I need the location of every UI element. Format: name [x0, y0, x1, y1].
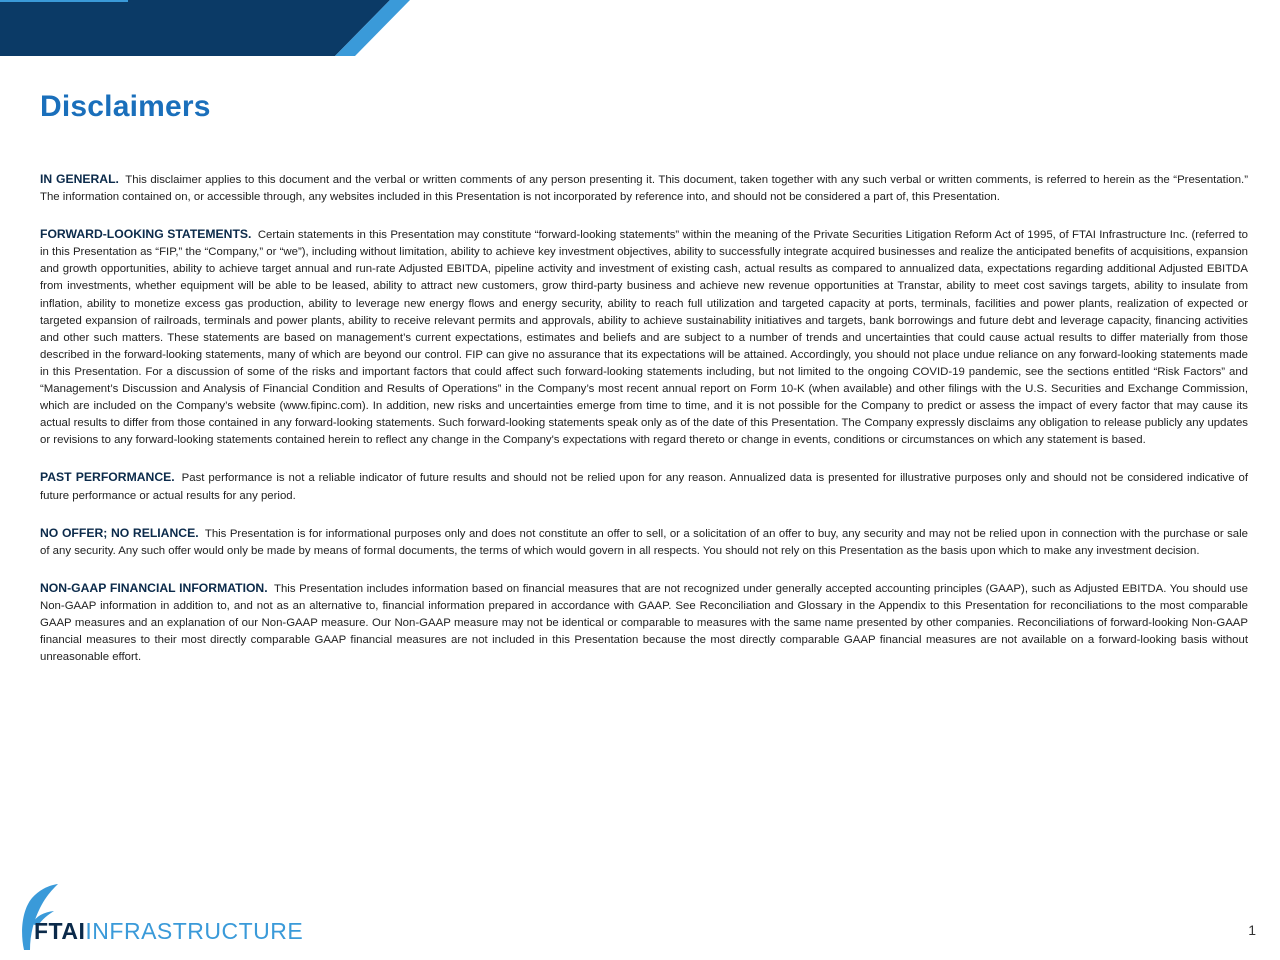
section-past-performance [40, 469, 1248, 504]
logo-wordmark [34, 917, 303, 945]
section-body: This Presentation includes information based on financial measures that are not recognized under generally accepted accounting principles (GAAP), such as Adjusted EBITDA. You should use Non-GAAP information in addition to, and not as an alternative to, financial information prepared in accordance with GAAP. See Reconciliation and Glossary in the Appendix to this Presentation for reconciliations to the most comparable GAAP measures and an explanation of our Non-GAAP measure. Our Non-GAAP measure may not be identical or comparable to measures with the same name presented by other companies. Reconciliations of forward-looking Non-GAAP financial measures to their most directly comparable GAAP financial measures are not included in this Presentation because the most directly comparable GAAP financial measures are not available on a forward-looking basis without unreasonable effort. [40, 582, 1249, 664]
section-heading: IN GENERAL. [40, 172, 119, 186]
section-heading: NO OFFER; NO RELIANCE. [40, 525, 199, 540]
page-number: 1 [1248, 922, 1256, 938]
logo-sub-text: INFRASTRUCTURE [85, 918, 304, 944]
section-heading: FORWARD-LOOKING STATEMENTS. [40, 227, 252, 242]
section-body: This Presentation is for informational purposes only and does not constitute an offer to sell, or a solicitation of an offer to buy, any security and may not be relied upon in connection with the purchase or sale of any security. Any such offer would only be made by means of formal documents, the terms of which would govern in all respects. You should not rely on this Presentation as the basis upon which to make any investment decision. [40, 527, 1248, 557]
header-graphic [0, 0, 420, 56]
section-body: This disclaimer applies to this document and the verbal or written comments of any person presenting it. This document, taken together with any such verbal or written comments, is referred to herein as the “Presentation.” The information contained on, or accessible through, any websites included in this Presentation is not incorporated by reference into, and should not be considered a part of, this Presentation. [40, 174, 1248, 204]
logo-main-text: FTAI [34, 918, 86, 944]
section-body: Certain statements in this Presentation may constitute “forward-looking statements” within the meaning of the Private Securities Litigation Reform Act of 1995, of FTAI Infrastructure Inc. (referred to in this Presentation as “FIP,” the “Company,” or “we”), including without limitation, ability to achieve key investment objectives, ability to successfully integrate acquired businesses and realize the anticipated benefits of acquisitions, expansion and growth opportunities, ability to achieve target annual and run-rate Adjusted EBITDA, pipeline activity and investment of existing cash, actual results as compared to annualized data, expectations regarding additional Adjusted EBITDA from investments, whether equipment will be able to be leased, ability to attract new customers, grow third-party business and achieve new revenue opportunities at Transtar, ability to meet cost savings targets, ability to insulate from inflation, ability to monetize excess gas production, ability to leverage new energy flows and energy security, ability to reach full utilization and targeted capacity at ports, terminals, facilities and power plants, realization of expected or targeted expansion of railroads, terminals and power plants, ability to receive relevant permits and approvals, ability to achieve sustainability initiatives and targets, bank borrowings and future debt and leverage capacity, financing activities and other such matters. These statements are based on management’s current expectations, estimates and beliefs and are subject to a number of trends and uncertainties that could cause actual results to differ materially from those described in the forward-looking statements, many of which are beyond our control. FIP can give no assurance that its expectations will be attained. Accordingly, you should not place undue reliance on any forward-looking statements made in this Presentation. For a discussion of some of the risks and important factors that could affect such forward-looking statements including, but not limited to the ongoing COVID-19 pandemic, see the sections entitled “Risk Factors” and “Management’s Discussion and Analysis of Financial Condition and Results of Operations” in the Company’s most recent annual report on Form 10-K (when available) and other filings with the U.S. Securities and Exchange Commission, which are included on the Company’s website (www.fipinc.com). In addition, new risks and uncertainties emerge from time to time, and it is not possible for the Company to predict or assess the impact of every factor that may cause its actual results to differ from those contained in any forward-looking statements. Such forward-looking statements speak only as of the date of this Presentation. The Company expressly disclaims any obligation to release publicly any updates or revisions to any forward-looking statements contained herein to reflect any change in the Company's expectations with regard thereto or change in events, conditions or circumstances on which any statement is based. [40, 229, 1248, 447]
top-banner [0, 0, 1280, 56]
ftai-logo [18, 880, 308, 954]
section-in-general [40, 171, 1248, 206]
section-heading: PAST PERFORMANCE. [40, 470, 175, 485]
page-title: Disclaimers [40, 90, 211, 123]
section-no-offer [40, 525, 1248, 560]
section-forward-looking [40, 226, 1248, 449]
section-body: Past performance is not a reliable indicator of future results and should not be relied upon for any reason. Annualized data is presented for illustrative purposes only and should not be considered indicative of future performance or actual results for any period. [40, 472, 1249, 502]
section-non-gaap [40, 580, 1248, 666]
section-heading: NON-GAAP FINANCIAL INFORMATION. [40, 580, 268, 595]
disclaimer-content [40, 171, 1248, 686]
